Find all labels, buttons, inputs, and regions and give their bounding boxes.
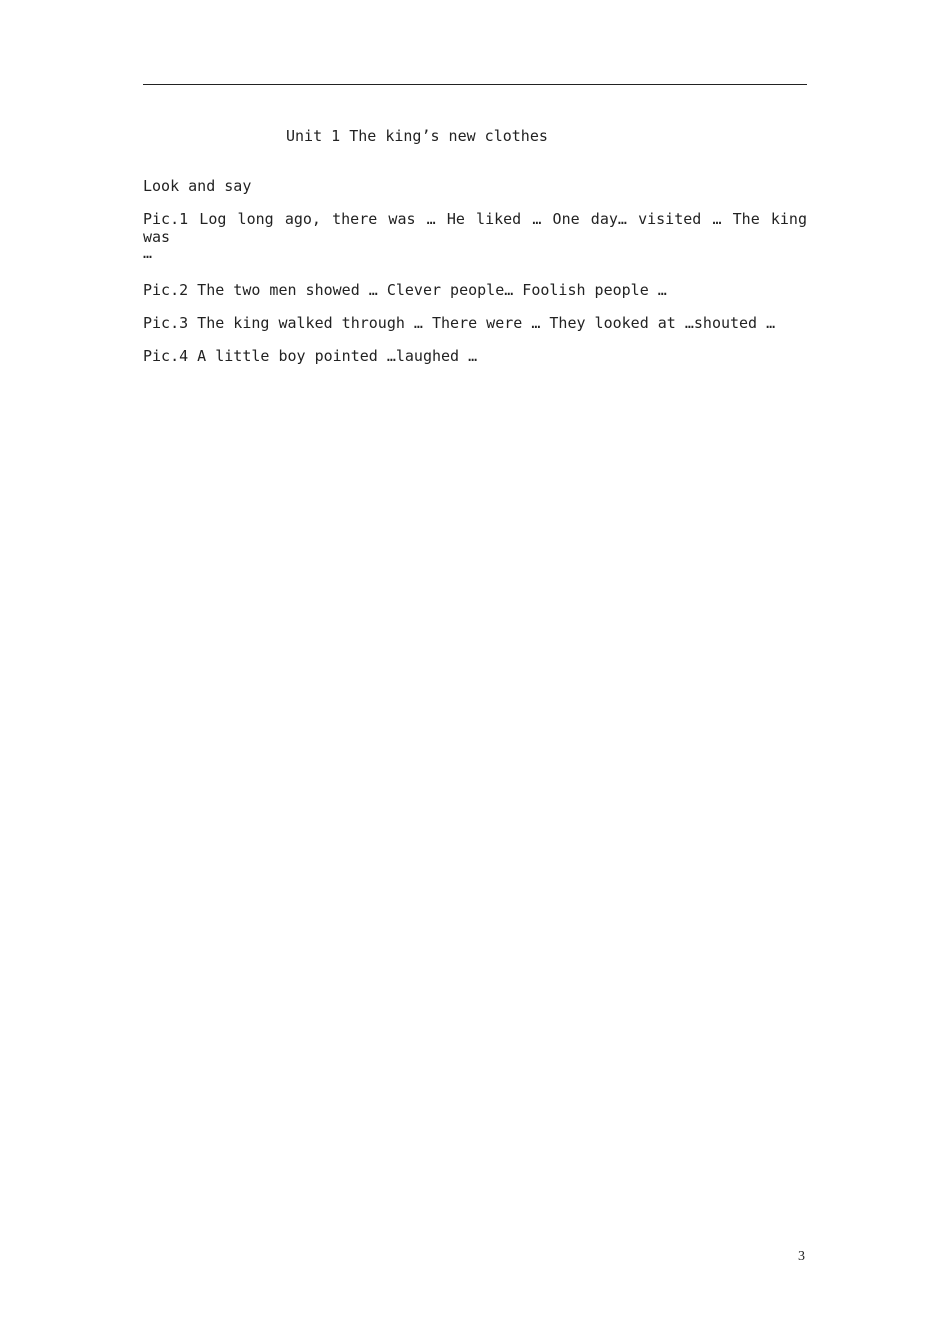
page-number: 3 (798, 1249, 805, 1264)
header-rule (143, 84, 807, 85)
pic4-text: Pic.4 A little boy pointed …laughed … (143, 347, 478, 365)
pic2-text: Pic.2 The two men showed … Clever people… Foolish people … (143, 281, 667, 299)
pic1-text-line1: Pic.1 Log long ago, there was … He liked … One day… visited … The king was (143, 210, 807, 246)
unit-title: Unit 1 The king’s new clothes (286, 127, 548, 145)
pic1-text-line2: … (143, 244, 153, 262)
pic3-text: Pic.3 The king walked through … There were … They looked at …shouted … (143, 314, 776, 332)
section-heading: Look and say (143, 177, 252, 195)
